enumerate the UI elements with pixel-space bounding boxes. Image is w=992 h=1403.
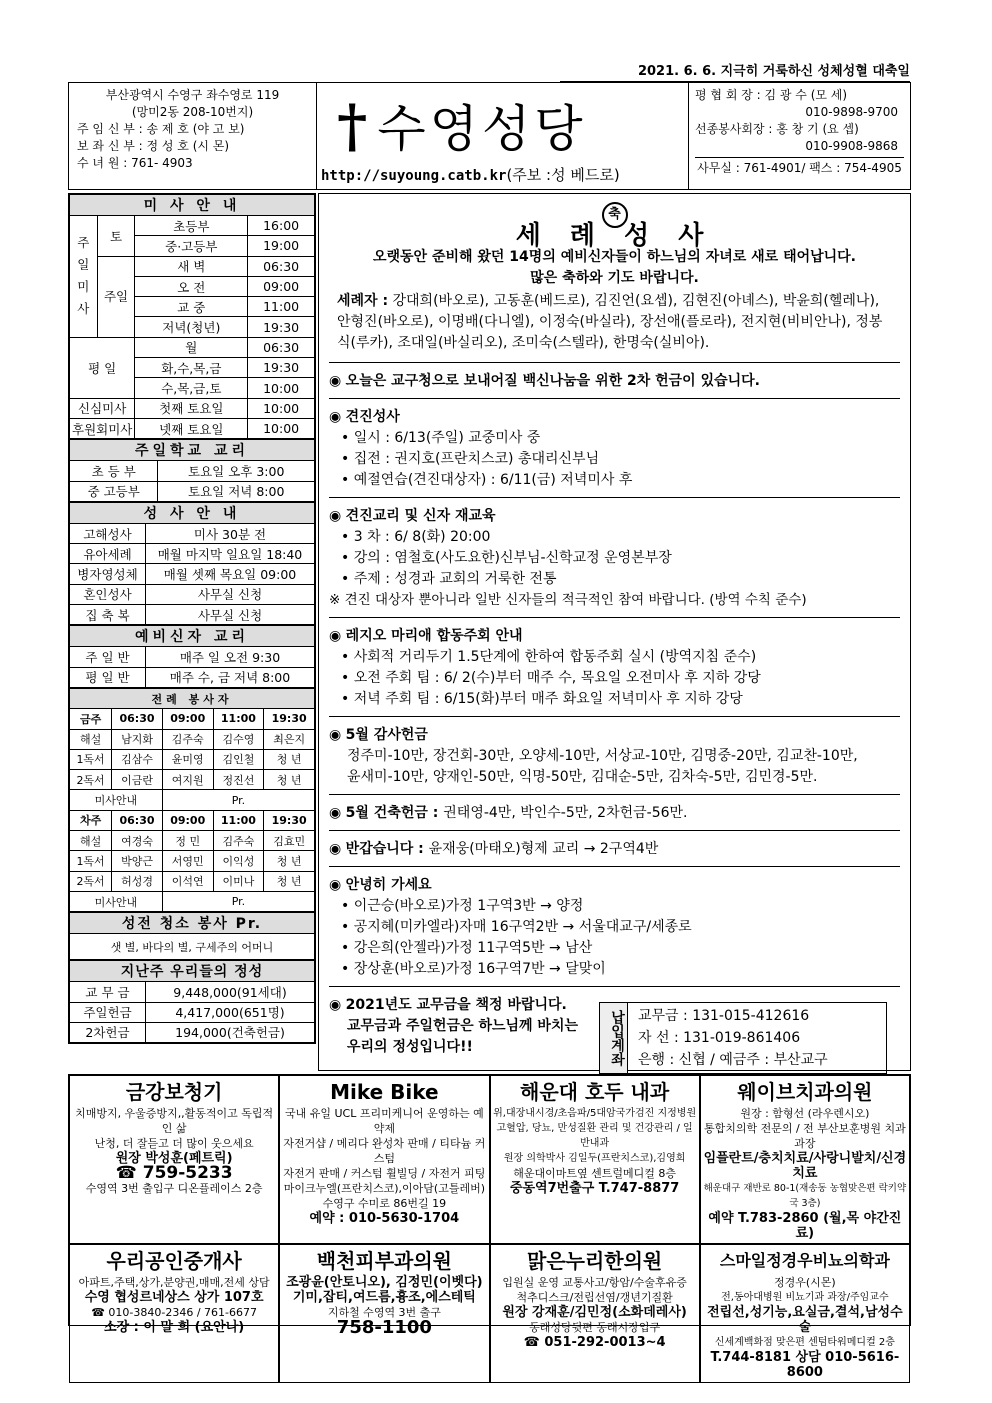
baptism-title: 세 례 성 사: [515, 221, 714, 251]
header: [68, 82, 911, 190]
mass-name: 화,수,목,금: [135, 358, 248, 378]
sunday-school-title: 주일학교 교리: [70, 440, 315, 461]
server-name: 박양근: [112, 851, 163, 871]
cleaning-title: 성전 청소 봉사 Pr.: [70, 913, 315, 934]
servers-title: 전례 봉사자: [70, 688, 315, 708]
parish-url[interactable]: http://suyoung.catb.kr(주보 :성 베드로): [321, 166, 620, 184]
server-name: 이석연: [162, 871, 213, 891]
special-mass-name: 신심미사: [70, 398, 135, 418]
mass-title: 미 사 안 내: [70, 195, 315, 216]
cleaning-table: [69, 912, 315, 960]
convent-phone: 수 녀 원 : 761- 4903: [77, 156, 193, 170]
account-tithe: 교무금 : 131-015-412616: [638, 1008, 810, 1024]
account-label: 납입계좌: [600, 1003, 628, 1073]
ad-hearing-aid: 금강보청기 치매방지, 우울증방지,,활동적이고 독립적인 삶 난청, 더 잘듣고 더 많이 웃으세요 원장 박성훈(페트릭) ☎ 759-5233 수영역 3번 출입구 디온플레이스 2층: [69, 1075, 279, 1244]
mass-time: 16:00: [248, 216, 315, 236]
sacrament-info: 사무실 신청: [146, 584, 315, 604]
sacraments-title: 성 사 안 내: [70, 502, 315, 523]
class-name: 평 일 반: [70, 667, 146, 687]
server-name: 청 년: [264, 871, 315, 891]
council-phone: 010-9898-9700: [805, 105, 898, 119]
server-name: 청 년: [264, 851, 315, 871]
ad-realtor: 우리공인중개사 아파트,주택,상가,분양권,매매,전세 상담 수영 협성르네상스 상가 107호 ☎ 010-3840-2346 / 761-6677 소장 : 이 말 희 (요안나): [69, 1244, 279, 1383]
mass-table: [69, 194, 315, 439]
class-time: 매주 수, 금 저녁 8:00: [146, 667, 315, 687]
server-name: 정 민: [162, 831, 213, 851]
ads-grid: [68, 1074, 911, 1380]
sacrament-name: 유아세례: [70, 544, 146, 564]
cleaning-groups: 샛 별, 바다의 별, 구세주의 어머니: [70, 934, 315, 960]
mass-name: 월: [135, 337, 248, 357]
role: 1독서: [70, 749, 112, 769]
server-name: 김효민: [264, 831, 315, 851]
notice-confirmation-list: • 일시 : 6/13(주일) 교중미사 중 • 집전 : 권지호(프란치스코) 총대리신부님 • 예절연습(견진대상자) : 6/11(금) 저녁미사 후: [329, 428, 900, 491]
intro-line-2: 많은 축하와 기도 바랍니다.: [530, 270, 699, 286]
ad-urology: 스마일정경우비뇨의학과 정경우(시몬) 전,동아대병원 비뇨기과 과장/주임교수 전립선,성기능,요실금,결석,남성수술 신세계백화점 맞은편 센텀타워메디컬 2층 T.744-8181 상담 010-5616-8600: [700, 1244, 910, 1383]
server-name: 서영민: [162, 851, 213, 871]
week-label: 금주: [70, 709, 112, 729]
header-address: [69, 83, 317, 189]
notice-education-title: ◉ 견진교리 및 신자 재교육: [329, 506, 900, 527]
time-header: 06:30: [112, 709, 163, 729]
left-column: [68, 193, 316, 1044]
pastor: 주 임 신 부 : 송 제 호 (야 고 보): [77, 122, 245, 136]
sunday-mass-label: 주일미사: [70, 216, 98, 338]
mass-time: 09:00: [248, 276, 315, 296]
ad-bike: Mike Bike 국내 유일 UCL 프리미케니어 운영하는 예약제 자전거샵 / 메리다 완성차 판매 / 티타늄 커스텀 자전거 판매 / 커스텀 휠빌딩 / 자전거 피팅 마이크누엘(프란치스코),이아담(고틀레버) 수영구 수미로 86번길 19 예약 : 010-5630-1704: [279, 1075, 489, 1244]
offering-type: 2차헌금: [70, 1022, 146, 1042]
date-line: 2021. 6. 6. 지극히 거룩하신 성체성혈 대축일: [560, 60, 910, 83]
class-name: 주 일 반: [70, 647, 146, 667]
server-name: 청 년: [264, 749, 315, 769]
mass-name: 오 전: [135, 276, 248, 296]
saturday-label: 토: [97, 216, 135, 257]
intro-line-1: 오랫동안 준비해 왔던 14명의 예비신자들이 하느님의 자녀로 새로 태어납니다.: [372, 249, 857, 265]
time-header: 19:30: [264, 709, 315, 729]
notice-welcome: ◉ 반갑습니다 : 윤재웅(마태오)형제 교리 → 2구역4반: [329, 839, 900, 860]
server-name: 허성경: [112, 871, 163, 891]
role: 2독서: [70, 770, 112, 790]
server-name: 김주숙: [162, 729, 213, 749]
usher-value: Pr.: [162, 790, 314, 810]
mass-time: 19:30: [248, 358, 315, 378]
header-logo-area: [317, 83, 689, 189]
notice-farewell-title: ◉ 안녕히 가세요: [329, 875, 900, 896]
time-header: 11:00: [213, 810, 264, 830]
offering-type: 주일헌금: [70, 1002, 146, 1022]
assistant-priest: 보 좌 신 부 : 정 성 호 (시 몬): [77, 139, 230, 153]
servers-table: [69, 688, 315, 912]
main-column: [318, 193, 911, 1071]
server-name: 윤미영: [162, 749, 213, 769]
server-name: 청 년: [264, 770, 315, 790]
usher-value: Pr.: [162, 891, 314, 911]
mass-name: 교 중: [135, 297, 248, 317]
offering-title: 지난주 우리들의 정성: [70, 961, 315, 982]
notice-thanks-title: ◉ 5월 감사헌금: [329, 725, 900, 746]
sacrament-name: 병자영성체: [70, 564, 146, 584]
sacrament-name: 혼인성사: [70, 584, 146, 604]
time-header: 11:00: [213, 709, 264, 729]
server-name: 이미나: [213, 871, 264, 891]
server-name: 김주숙: [213, 831, 264, 851]
sunday-school-table: [69, 439, 315, 502]
celebration-emblem-icon: 축: [602, 202, 628, 228]
server-name: 정진선: [213, 770, 264, 790]
weekday-label: 평 일: [70, 337, 135, 398]
ad-internal-medicine: 해운대 호두 내과 위,대장내시경/초음파/5대암국가검진 지정병원 고혈압, 당뇨, 만성질환 관리 및 건강관리 / 일반내과 원장 의학박사 김일두(프란치스코),김영희 해운대이마트옆 센트럴메디컬 8층 중동역7번출구 T.747-8877: [490, 1075, 700, 1244]
missions-phone: 010-9908-9868: [805, 139, 898, 153]
role: 2독서: [70, 871, 112, 891]
server-name: 여지원: [162, 770, 213, 790]
address-line-2: (망미2동 208-10번지): [131, 105, 254, 119]
council-chair: 평 협 회 장 : 김 광 수 (모 세): [695, 88, 848, 102]
notice-thanks-line-2: 윤새미-10만, 양재인-50만, 익명-50만, 김대순-5만, 김차숙-5만, 김민경-5만.: [347, 769, 818, 785]
parish-logo: † 수영성당: [337, 92, 587, 160]
sunday-label: 주일: [97, 256, 135, 337]
special-mass-day: 첫째 토요일: [135, 398, 248, 418]
notice-farewell-list: • 이근승(바오로)가정 1구역3반 → 양정 • 공지혜(미카엘라)자매 16구역2반 → 서울대교구/세종로 • 강은희(안젤라)가정 11구역5반 → 남산 • 장상훈(바오로)가정 16구역7반 → 달맞이: [329, 896, 900, 980]
class-time: 토요일 저녁 8:00: [158, 481, 315, 501]
role: 해설: [70, 831, 112, 851]
offering-amount: 194,000(건축헌금): [146, 1022, 315, 1042]
special-mass-time: 10:00: [248, 398, 315, 418]
sacrament-name: 집 축 복: [70, 605, 146, 625]
mass-name: 초등부: [135, 216, 248, 236]
catechumen-title: 예비신자 교리: [70, 626, 315, 647]
header-contacts: [689, 83, 910, 189]
ad-oriental-clinic: 맑은누리한의원 입원실 운영 교통사고/항암/수술후유증 척추디스크/전립선염/갱년기질환 원장 강재훈/김민정(소화데레사) 동래성당뒷편 동래시장입구 ☎ 051-292-0013~4: [490, 1244, 700, 1383]
ad-dental: 웨이브치과의원 원장 : 함형선 (라우렌시오) 통합치의학 전문의 / 전 부산보훈병원 치과과장 임플란트/충치치료/사랑니발치/신경치료 해운대구 재반로 80-1(재송동 농협맞은편 락키약국 3층) 예약 T.783-2860 (월,목 야간진료): [700, 1075, 910, 1244]
class-name: 중 고등부: [70, 481, 158, 501]
office-contact: 사무실 : 761-4901/ 팩스 : 754-4905: [695, 157, 904, 177]
server-name: 김삼수: [112, 749, 163, 769]
sacrament-info: 매월 마지막 일요일 18:40: [146, 544, 315, 564]
special-mass-day: 넷째 토요일: [135, 418, 248, 438]
server-name: 김인철: [213, 749, 264, 769]
time-header: 09:00: [162, 709, 213, 729]
server-name: 최은지: [264, 729, 315, 749]
missions-chair: 선종봉사회장 : 홍 창 기 (요 셉): [695, 122, 859, 136]
catechumen-table: [69, 625, 315, 688]
usher-label: 미사안내: [70, 790, 163, 810]
notice-building: ◉ 5월 건축헌금 : 권태영-4만, 박인수-5만, 2차헌금-56만.: [329, 803, 900, 824]
account-box: [599, 1002, 887, 1074]
mass-time: 06:30: [248, 256, 315, 276]
mass-name: 새 벽: [135, 256, 248, 276]
offering-amount: 4,417,000(651명): [146, 1002, 315, 1022]
sacraments-table: [69, 502, 315, 625]
notice-legio-title: ◉ 레지오 마리애 합동주회 안내: [329, 626, 900, 647]
offering-table: [69, 960, 315, 1043]
mass-time: 11:00: [248, 297, 315, 317]
notice-confirmation-title: ◉ 견진성사: [329, 407, 900, 428]
server-name: 이익성: [213, 851, 264, 871]
class-name: 초 등 부: [70, 461, 158, 481]
notice-thanks-line-1: 정주미-10만, 장건회-30만, 오양세-10만, 서상교-10만, 김명중-20만, 김교찬-10만,: [347, 748, 858, 764]
role: 1독서: [70, 851, 112, 871]
cross-icon: †: [337, 92, 372, 160]
special-mass-time: 10:00: [248, 418, 315, 438]
mass-time: 19:00: [248, 236, 315, 256]
notice-tithe-2: 교무금과 주일헌금은 하느님께 바치는: [347, 1018, 579, 1034]
time-header: 06:30: [112, 810, 163, 830]
baptized-list: 세례자 : 강대희(바오로), 고동훈(베드로), 김진언(요셉), 김현진(아녜스), 박윤희(헬레나), 안형진(바오로), 이명배(다니엘), 이정숙(바실라), 장선애(플로라), 전지현(비비안나), 정봉식(루카), 조대일(바실리오), 조미숙(스텔라), 한명숙(실비아).: [337, 293, 883, 351]
sacrament-info: 사무실 신청: [146, 605, 315, 625]
mass-name: 저녁(청년): [135, 317, 248, 337]
server-name: 김수영: [213, 729, 264, 749]
offering-type: 교 무 금: [70, 982, 146, 1002]
address-line-1: 부산광역시 수영구 좌수영로 119: [105, 88, 280, 102]
account-bank: 은행 : 신협 / 예금주 : 부산교구: [638, 1052, 828, 1068]
server-name: 남지화: [112, 729, 163, 749]
mass-time: 06:30: [248, 337, 315, 357]
notice-tithe-3: 우리의 정성입니다!!: [347, 1039, 473, 1055]
offering-amount: 9,448,000(91세대): [146, 982, 315, 1002]
notice-tithe-1: ◉ 2021년도 교무금을 책정 바랍니다.: [329, 995, 900, 1016]
sacrament-name: 고해성사: [70, 523, 146, 543]
sacrament-info: 매월 셋째 목요일 09:00: [146, 564, 315, 584]
class-time: 토요일 오후 3:00: [158, 461, 315, 481]
sacrament-info: 미사 30분 전: [146, 523, 315, 543]
ad-dermatology: 백천피부과의원 조광윤(안토니오), 김정민(이벳다) 기미,잡티,여드름,흉조,에스테틱 지하철 수영역 3번 출구 758-1100: [279, 1244, 489, 1383]
mass-name: 중·고등부: [135, 236, 248, 256]
time-header: 19:30: [264, 810, 315, 830]
role: 해설: [70, 729, 112, 749]
notice-vaccine: ◉ 오늘은 교구청으로 보내어질 백신나눔을 위한 2차 헌금이 있습니다.: [329, 371, 900, 392]
server-name: 이금란: [112, 770, 163, 790]
server-name: 여경숙: [112, 831, 163, 851]
week-label: 차주: [70, 810, 112, 830]
account-charity: 자 선 : 131-019-861406: [638, 1030, 801, 1046]
mass-time: 19:30: [248, 317, 315, 337]
class-time: 매주 일 오전 9:30: [146, 647, 315, 667]
mass-time: 10:00: [248, 378, 315, 398]
notice-legio-list: • 사회적 거리두기 1.5단계에 한하여 합동주회 실시 (방역지침 준수) • 오전 주회 팀 : 6/ 2(수)부터 매주 수, 목요일 오전미사 후 지하 강당 • 저녁 주회 팀 : 6/15(화)부터 매주 화요일 저녁미사 후 지하 강당: [329, 647, 900, 710]
notice-education-list: • 3 차 : 6/ 8(화) 20:00 • 강의 : 염철호(사도요한)신부님-신학교정 운영본부장 • 주제 : 성경과 교회의 거룩한 전통: [329, 527, 900, 590]
mass-name: 수,목,금,토: [135, 378, 248, 398]
usher-label: 미사안내: [70, 891, 163, 911]
time-header: 09:00: [162, 810, 213, 830]
notice-education-note: ※ 견진 대상자 뿐아니라 일반 신자들의 적극적인 참여 바랍니다. (방역 수칙 준수): [329, 592, 807, 608]
special-mass-name: 후원회미사: [70, 418, 135, 438]
